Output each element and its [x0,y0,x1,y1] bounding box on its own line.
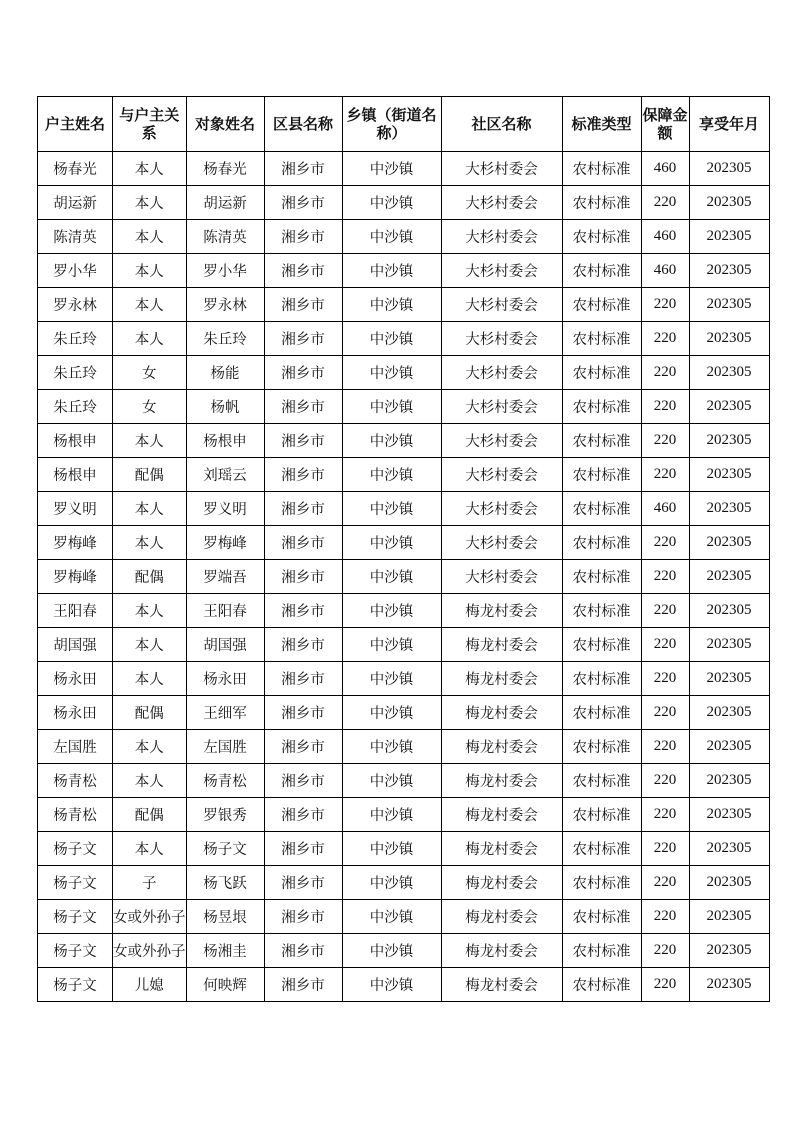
cell-relation: 配偶 [113,458,187,492]
cell-period: 202305 [689,900,769,934]
cell-relation: 女或外孙子 [113,900,187,934]
cell-household-head: 杨青松 [38,798,113,832]
table-row [38,322,770,356]
cell-town: 中沙镇 [342,866,441,900]
cell-standard-type: 农村标准 [562,152,641,186]
table-row [38,424,770,458]
header-relation: 与户主关系 [113,97,187,152]
cell-household-head: 杨子文 [38,866,113,900]
cell-community: 大杉村委会 [441,492,562,526]
cell-relation: 本人 [113,322,187,356]
table-row [38,560,770,594]
cell-amount: 220 [641,764,689,798]
cell-household-head: 杨子文 [38,900,113,934]
cell-county: 湘乡市 [264,288,342,322]
cell-county: 湘乡市 [264,356,342,390]
table-row [38,526,770,560]
header-amount: 保障金额 [641,97,689,152]
table-row [38,594,770,628]
cell-community: 大杉村委会 [441,220,562,254]
cell-recipient: 杨子文 [186,832,264,866]
table-row [38,492,770,526]
cell-standard-type: 农村标准 [562,322,641,356]
cell-relation: 配偶 [113,696,187,730]
cell-town: 中沙镇 [342,458,441,492]
cell-relation: 本人 [113,288,187,322]
cell-county: 湘乡市 [264,492,342,526]
cell-community: 梅龙村委会 [441,968,562,1002]
cell-household-head: 朱丘玲 [38,390,113,424]
cell-county: 湘乡市 [264,594,342,628]
cell-standard-type: 农村标准 [562,594,641,628]
cell-household-head: 杨根申 [38,458,113,492]
cell-recipient: 刘瑶云 [186,458,264,492]
cell-household-head: 左国胜 [38,730,113,764]
cell-amount: 220 [641,900,689,934]
cell-town: 中沙镇 [342,696,441,730]
cell-relation: 本人 [113,628,187,662]
cell-amount: 460 [641,152,689,186]
cell-period: 202305 [689,220,769,254]
cell-standard-type: 农村标准 [562,186,641,220]
cell-county: 湘乡市 [264,730,342,764]
cell-household-head: 杨永田 [38,662,113,696]
cell-recipient: 杨永田 [186,662,264,696]
cell-recipient: 杨根申 [186,424,264,458]
cell-recipient: 胡国强 [186,628,264,662]
cell-community: 梅龙村委会 [441,832,562,866]
cell-amount: 220 [641,424,689,458]
cell-relation: 本人 [113,526,187,560]
cell-period: 202305 [689,968,769,1002]
cell-household-head: 胡运新 [38,186,113,220]
cell-town: 中沙镇 [342,254,441,288]
table-row [38,764,770,798]
cell-amount: 220 [641,628,689,662]
cell-standard-type: 农村标准 [562,560,641,594]
cell-standard-type: 农村标准 [562,662,641,696]
cell-household-head: 胡国强 [38,628,113,662]
cell-town: 中沙镇 [342,186,441,220]
cell-standard-type: 农村标准 [562,424,641,458]
cell-relation: 本人 [113,492,187,526]
cell-household-head: 罗小华 [38,254,113,288]
cell-period: 202305 [689,662,769,696]
cell-relation: 配偶 [113,560,187,594]
cell-relation: 本人 [113,730,187,764]
cell-community: 大杉村委会 [441,254,562,288]
cell-amount: 220 [641,186,689,220]
cell-recipient: 罗义明 [186,492,264,526]
cell-amount: 220 [641,526,689,560]
cell-recipient: 杨能 [186,356,264,390]
cell-county: 湘乡市 [264,152,342,186]
cell-town: 中沙镇 [342,900,441,934]
cell-county: 湘乡市 [264,866,342,900]
cell-town: 中沙镇 [342,152,441,186]
table-row [38,968,770,1002]
cell-relation: 本人 [113,220,187,254]
table-row [38,288,770,322]
cell-county: 湘乡市 [264,934,342,968]
cell-household-head: 杨根申 [38,424,113,458]
cell-county: 湘乡市 [264,254,342,288]
cell-county: 湘乡市 [264,322,342,356]
cell-county: 湘乡市 [264,186,342,220]
cell-county: 湘乡市 [264,390,342,424]
header-period: 享受年月 [689,97,769,152]
cell-relation: 女 [113,390,187,424]
cell-amount: 460 [641,220,689,254]
cell-town: 中沙镇 [342,390,441,424]
cell-period: 202305 [689,696,769,730]
cell-standard-type: 农村标准 [562,492,641,526]
cell-relation: 本人 [113,662,187,696]
cell-recipient: 罗端吾 [186,560,264,594]
cell-relation: 儿媳 [113,968,187,1002]
cell-household-head: 罗梅峰 [38,560,113,594]
cell-county: 湘乡市 [264,560,342,594]
cell-recipient: 何映辉 [186,968,264,1002]
cell-period: 202305 [689,152,769,186]
cell-town: 中沙镇 [342,968,441,1002]
cell-county: 湘乡市 [264,798,342,832]
cell-period: 202305 [689,322,769,356]
cell-amount: 220 [641,288,689,322]
cell-standard-type: 农村标准 [562,628,641,662]
cell-community: 梅龙村委会 [441,594,562,628]
table-row [38,798,770,832]
cell-amount: 220 [641,662,689,696]
cell-household-head: 罗梅峰 [38,526,113,560]
cell-period: 202305 [689,866,769,900]
cell-period: 202305 [689,798,769,832]
cell-amount: 220 [641,458,689,492]
cell-amount: 220 [641,730,689,764]
table-row [38,934,770,968]
cell-relation: 本人 [113,594,187,628]
cell-community: 大杉村委会 [441,390,562,424]
cell-period: 202305 [689,934,769,968]
header-row [38,97,770,152]
cell-town: 中沙镇 [342,322,441,356]
cell-amount: 220 [641,798,689,832]
cell-household-head: 罗永林 [38,288,113,322]
cell-relation: 女 [113,356,187,390]
cell-household-head: 杨子文 [38,934,113,968]
cell-standard-type: 农村标准 [562,288,641,322]
cell-recipient: 杨春光 [186,152,264,186]
cell-recipient: 朱丘玲 [186,322,264,356]
table-row [38,832,770,866]
cell-county: 湘乡市 [264,220,342,254]
header-recipient: 对象姓名 [186,97,264,152]
cell-recipient: 杨湘圭 [186,934,264,968]
cell-town: 中沙镇 [342,934,441,968]
cell-household-head: 陈清英 [38,220,113,254]
cell-county: 湘乡市 [264,832,342,866]
table-row [38,628,770,662]
table-body [38,152,770,1002]
cell-town: 中沙镇 [342,730,441,764]
cell-household-head: 王阳春 [38,594,113,628]
cell-period: 202305 [689,560,769,594]
cell-town: 中沙镇 [342,594,441,628]
cell-amount: 220 [641,560,689,594]
cell-period: 202305 [689,186,769,220]
cell-town: 中沙镇 [342,662,441,696]
cell-relation: 本人 [113,186,187,220]
cell-relation: 本人 [113,764,187,798]
table-row [38,900,770,934]
cell-standard-type: 农村标准 [562,390,641,424]
cell-recipient: 罗小华 [186,254,264,288]
table-row [38,730,770,764]
cell-period: 202305 [689,832,769,866]
cell-recipient: 杨帆 [186,390,264,424]
cell-community: 大杉村委会 [441,186,562,220]
cell-period: 202305 [689,458,769,492]
table-row [38,866,770,900]
cell-town: 中沙镇 [342,356,441,390]
cell-recipient: 罗永林 [186,288,264,322]
cell-recipient: 王细军 [186,696,264,730]
cell-relation: 子 [113,866,187,900]
cell-standard-type: 农村标准 [562,968,641,1002]
cell-community: 梅龙村委会 [441,730,562,764]
cell-community: 大杉村委会 [441,424,562,458]
cell-amount: 220 [641,866,689,900]
cell-period: 202305 [689,492,769,526]
cell-community: 大杉村委会 [441,152,562,186]
cell-community: 梅龙村委会 [441,764,562,798]
cell-county: 湘乡市 [264,968,342,1002]
cell-recipient: 罗梅峰 [186,526,264,560]
cell-community: 大杉村委会 [441,288,562,322]
table-row [38,356,770,390]
cell-town: 中沙镇 [342,288,441,322]
cell-recipient: 左国胜 [186,730,264,764]
table-row [38,662,770,696]
cell-amount: 220 [641,322,689,356]
cell-county: 湘乡市 [264,764,342,798]
cell-town: 中沙镇 [342,832,441,866]
cell-recipient: 杨飞跃 [186,866,264,900]
cell-relation: 本人 [113,832,187,866]
cell-county: 湘乡市 [264,424,342,458]
cell-town: 中沙镇 [342,798,441,832]
cell-town: 中沙镇 [342,424,441,458]
cell-amount: 460 [641,254,689,288]
cell-period: 202305 [689,730,769,764]
cell-household-head: 朱丘玲 [38,356,113,390]
cell-standard-type: 农村标准 [562,526,641,560]
cell-standard-type: 农村标准 [562,934,641,968]
cell-standard-type: 农村标准 [562,798,641,832]
table-row [38,458,770,492]
cell-amount: 220 [641,356,689,390]
header-county: 区县名称 [264,97,342,152]
header-standard-type: 标准类型 [562,97,641,152]
cell-county: 湘乡市 [264,900,342,934]
cell-recipient: 杨昱垠 [186,900,264,934]
cell-community: 梅龙村委会 [441,662,562,696]
cell-community: 大杉村委会 [441,356,562,390]
cell-community: 梅龙村委会 [441,900,562,934]
cell-relation: 本人 [113,254,187,288]
cell-amount: 220 [641,832,689,866]
cell-period: 202305 [689,390,769,424]
cell-period: 202305 [689,288,769,322]
table-row [38,696,770,730]
cell-standard-type: 农村标准 [562,900,641,934]
cell-community: 梅龙村委会 [441,628,562,662]
cell-period: 202305 [689,424,769,458]
cell-town: 中沙镇 [342,628,441,662]
cell-standard-type: 农村标准 [562,696,641,730]
cell-period: 202305 [689,764,769,798]
cell-standard-type: 农村标准 [562,764,641,798]
cell-amount: 220 [641,968,689,1002]
cell-community: 梅龙村委会 [441,934,562,968]
cell-community: 大杉村委会 [441,458,562,492]
cell-household-head: 杨青松 [38,764,113,798]
cell-community: 梅龙村委会 [441,798,562,832]
cell-relation: 本人 [113,152,187,186]
cell-standard-type: 农村标准 [562,220,641,254]
cell-town: 中沙镇 [342,526,441,560]
cell-household-head: 杨子文 [38,968,113,1002]
cell-standard-type: 农村标准 [562,458,641,492]
cell-recipient: 胡运新 [186,186,264,220]
cell-town: 中沙镇 [342,492,441,526]
cell-household-head: 杨永田 [38,696,113,730]
cell-county: 湘乡市 [264,628,342,662]
header-town: 乡镇（街道名称） [342,97,441,152]
table-row [38,152,770,186]
header-community: 社区名称 [441,97,562,152]
cell-amount: 460 [641,492,689,526]
cell-community: 大杉村委会 [441,322,562,356]
cell-household-head: 罗义明 [38,492,113,526]
cell-period: 202305 [689,254,769,288]
cell-recipient: 陈清英 [186,220,264,254]
table-row [38,220,770,254]
cell-community: 大杉村委会 [441,560,562,594]
cell-household-head: 杨春光 [38,152,113,186]
table-row [38,254,770,288]
cell-amount: 220 [641,594,689,628]
cell-town: 中沙镇 [342,764,441,798]
cell-recipient: 杨青松 [186,764,264,798]
cell-county: 湘乡市 [264,526,342,560]
cell-household-head: 杨子文 [38,832,113,866]
header-household-head: 户主姓名 [38,97,113,152]
cell-standard-type: 农村标准 [562,730,641,764]
cell-amount: 220 [641,934,689,968]
cell-standard-type: 农村标准 [562,356,641,390]
cell-standard-type: 农村标准 [562,866,641,900]
cell-recipient: 罗银秀 [186,798,264,832]
cell-community: 梅龙村委会 [441,696,562,730]
cell-community: 梅龙村委会 [441,866,562,900]
cell-amount: 220 [641,696,689,730]
cell-period: 202305 [689,594,769,628]
cell-relation: 女或外孙子 [113,934,187,968]
cell-standard-type: 农村标准 [562,254,641,288]
cell-relation: 本人 [113,424,187,458]
cell-standard-type: 农村标准 [562,832,641,866]
cell-county: 湘乡市 [264,458,342,492]
cell-amount: 220 [641,390,689,424]
table-row [38,186,770,220]
cell-period: 202305 [689,356,769,390]
cell-town: 中沙镇 [342,560,441,594]
cell-relation: 配偶 [113,798,187,832]
cell-town: 中沙镇 [342,220,441,254]
cell-recipient: 王阳春 [186,594,264,628]
cell-household-head: 朱丘玲 [38,322,113,356]
cell-period: 202305 [689,628,769,662]
cell-community: 大杉村委会 [441,526,562,560]
cell-county: 湘乡市 [264,696,342,730]
cell-county: 湘乡市 [264,662,342,696]
table-row [38,390,770,424]
assistance-table [37,96,770,1002]
cell-period: 202305 [689,526,769,560]
